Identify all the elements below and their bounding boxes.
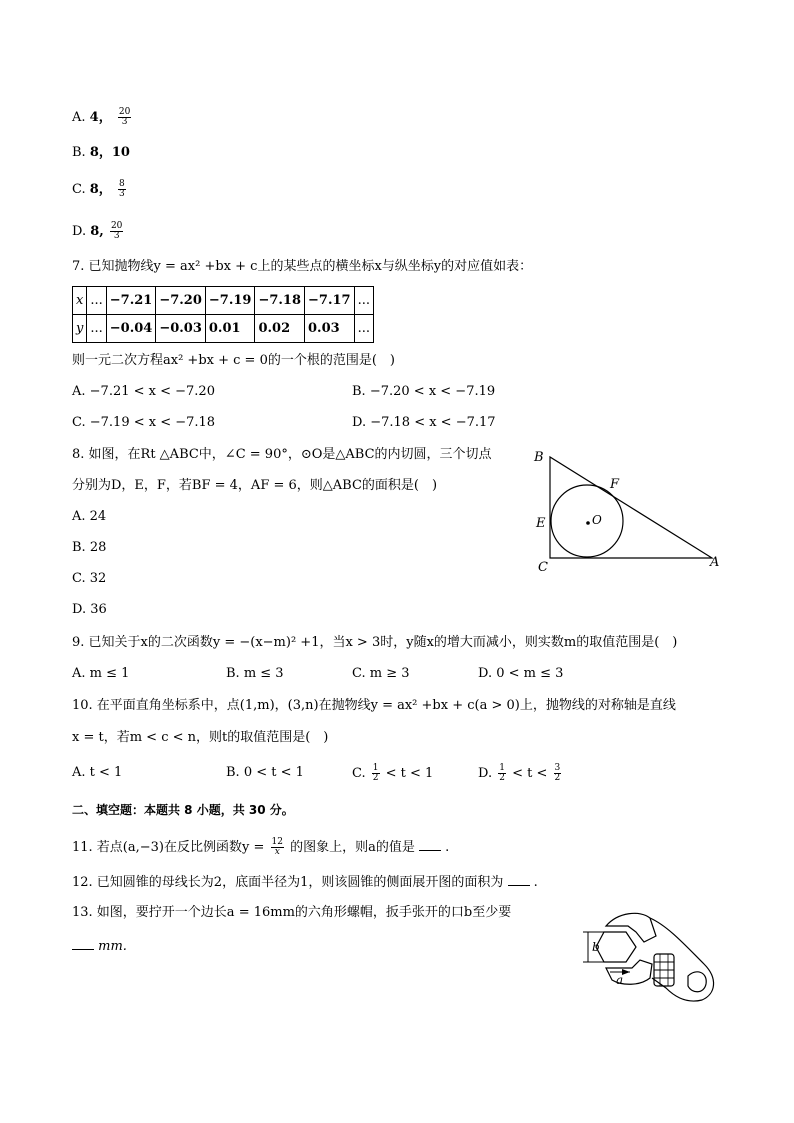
table-cell: 0.03 — [305, 315, 355, 343]
option-label: D. — [478, 766, 493, 781]
table-cell: 0.02 — [255, 315, 305, 343]
fraction-denominator: 2 — [554, 773, 561, 783]
option-label: C. — [72, 182, 86, 197]
option-value: 4， — [89, 110, 112, 125]
q10-option-c — [352, 764, 433, 783]
option-value: 8, — [90, 224, 104, 239]
q7-option-b: B. −7.20 < x < −7.19 — [352, 384, 496, 399]
q7-stem: 7. 已知抛物线y = ax² +bx + c上的某些点的横坐标x与纵坐标y的对应值如表： — [72, 259, 533, 274]
q8-stem-line2: 分别为D，E，F，若BF = 4，AF = 6，则△ABC的面积是( ) — [72, 478, 438, 493]
fraction-numerator: 1 — [372, 763, 379, 773]
section-heading: 二、填空题：本题共 8 小题，共 30 分。 — [72, 803, 294, 817]
fraction-denominator: x — [274, 847, 280, 857]
option-value: 8，10 — [89, 145, 130, 160]
answer-blank[interactable] — [508, 873, 530, 886]
q6-option-b — [72, 144, 130, 162]
fraction — [372, 764, 380, 783]
fraction-denominator: 2 — [372, 773, 379, 783]
table-cell: y — [73, 315, 87, 343]
table-cell: −0.03 — [156, 315, 206, 343]
q10-option-b: B. 0 < t < 1 — [226, 765, 304, 780]
q10-option-a: A. t < 1 — [72, 765, 123, 780]
table-cell: x — [73, 287, 87, 315]
answer-blank[interactable] — [419, 838, 441, 851]
table-cell: −7.17 — [305, 287, 355, 315]
q6-option-a — [72, 108, 133, 127]
answer-blank[interactable] — [72, 937, 94, 950]
fraction-denominator: 2 — [499, 773, 505, 783]
table-cell: ... — [354, 315, 373, 343]
q7-question: 则一元二次方程ax² +bx + c = 0的一个根的范围是( ) — [72, 353, 395, 368]
table-cell: −7.20 — [156, 287, 206, 315]
option-label: B. — [72, 145, 86, 160]
q10-option-d — [478, 764, 563, 783]
q7-option-c: C. −7.19 < x < −7.18 — [72, 415, 216, 430]
label-e: E — [536, 516, 546, 531]
fraction — [118, 180, 126, 199]
q8-option-b: B. 28 — [72, 540, 107, 555]
label-c: C — [538, 560, 548, 575]
incircle-o — [551, 485, 623, 557]
option-label: A. — [72, 110, 86, 125]
q9-option-a: A. m ≤ 1 — [72, 666, 130, 681]
dimension-a-arrow — [622, 969, 630, 975]
q8-triangle-figure — [525, 445, 725, 580]
table-cell: −0.04 — [106, 315, 156, 343]
table-row-x — [73, 287, 374, 315]
q11-suffix: 的图象上，则a的值是 — [290, 840, 415, 855]
upper-jaw — [606, 913, 656, 942]
label-b: b — [592, 940, 600, 954]
q7-option-a: A. −7.21 < x < −7.20 — [72, 384, 215, 399]
triangle-abc — [550, 457, 712, 558]
q6-option-c — [72, 180, 128, 199]
option-label: D. — [72, 224, 87, 239]
fraction-denominator: 3 — [118, 189, 125, 199]
q7-value-table — [72, 286, 374, 343]
q12-text: 12. 已知圆锥的母线长为2，底面半径为1，则该圆锥的侧面展开图的面积为 — [72, 875, 504, 890]
q13-line1: 13. 如图，要拧开一个边长a = 16mm的六角形螺帽，扳手张开的口b至少要 — [72, 905, 512, 920]
table-cell: ... — [87, 287, 106, 315]
fraction-denominator: 3 — [113, 231, 120, 241]
fraction-numerator: 1 — [499, 763, 505, 773]
q8-stem-line1: 8. 如图，在Rt △ABC中，∠C = 90°，⊙O是△ABC的内切圆，三个切点 — [72, 447, 492, 462]
center-dot — [586, 521, 590, 525]
option-value: 8， — [89, 182, 112, 197]
q13-unit: mm. — [98, 939, 127, 954]
q7-option-d: D. −7.18 < x < −7.17 — [352, 415, 496, 430]
fraction-denominator: 3 — [121, 117, 128, 127]
q10-stem-line2: x = t，若m < c < n，则t的取值范围是( ) — [72, 730, 329, 745]
fraction — [498, 764, 506, 783]
option-value: < t < — [512, 766, 548, 781]
option-label: C. — [352, 766, 366, 781]
label-a: a — [616, 973, 624, 987]
fraction-numerator: 3 — [554, 763, 561, 773]
q8-option-a: A. 24 — [72, 509, 107, 524]
q8-option-d: D. 36 — [72, 602, 107, 617]
q12-end: . — [533, 875, 538, 890]
q9-option-b: B. m ≤ 3 — [226, 666, 284, 681]
table-cell: ... — [354, 287, 373, 315]
hex-nut — [596, 932, 636, 962]
fraction-numerator: 12 — [271, 837, 283, 847]
q11-prefix: 11. 若点(a,−3)在反比例函数y = — [72, 840, 265, 855]
label-b: B — [534, 450, 544, 465]
table-row-y — [73, 315, 374, 343]
fraction — [110, 222, 123, 241]
fraction-numerator: 20 — [110, 221, 123, 231]
label-f: F — [610, 477, 620, 492]
fraction — [118, 108, 131, 127]
label-a: A — [710, 555, 720, 570]
q9-stem: 9. 已知关于x的二次函数y = −(x−m)² +1，当x > 3时，y随x的增大而减小，则实数m的取值范围是( ) — [72, 635, 678, 650]
table-cell: 0.01 — [205, 315, 255, 343]
q11-end: . — [445, 840, 450, 855]
q8-option-c: C. 32 — [72, 571, 107, 586]
table-cell: −7.21 — [106, 287, 156, 315]
fraction — [554, 764, 562, 783]
q11-stem — [72, 838, 449, 857]
table-cell: −7.19 — [205, 287, 255, 315]
q10-stem-line1: 10. 在平面直角坐标系中，点(1,m)，(3,n)在抛物线y = ax² +bx + c(a > 0)上，抛物线的对称轴是直线 — [72, 698, 676, 713]
q13-line2 — [72, 937, 127, 956]
option-value: < t < 1 — [385, 766, 434, 781]
label-o: O — [592, 513, 602, 527]
fraction-numerator: 20 — [118, 107, 131, 117]
fraction-numerator: 8 — [118, 179, 125, 189]
handle-hole — [688, 972, 706, 992]
wrench-figure — [578, 906, 723, 1006]
q9-option-d: D. 0 < m ≤ 3 — [478, 666, 564, 681]
q9-option-c: C. m ≥ 3 — [352, 666, 410, 681]
table-cell: ... — [87, 315, 106, 343]
table-cell: −7.18 — [255, 287, 305, 315]
q6-option-d — [72, 222, 125, 241]
q12-stem — [72, 873, 538, 892]
fraction — [271, 838, 284, 857]
